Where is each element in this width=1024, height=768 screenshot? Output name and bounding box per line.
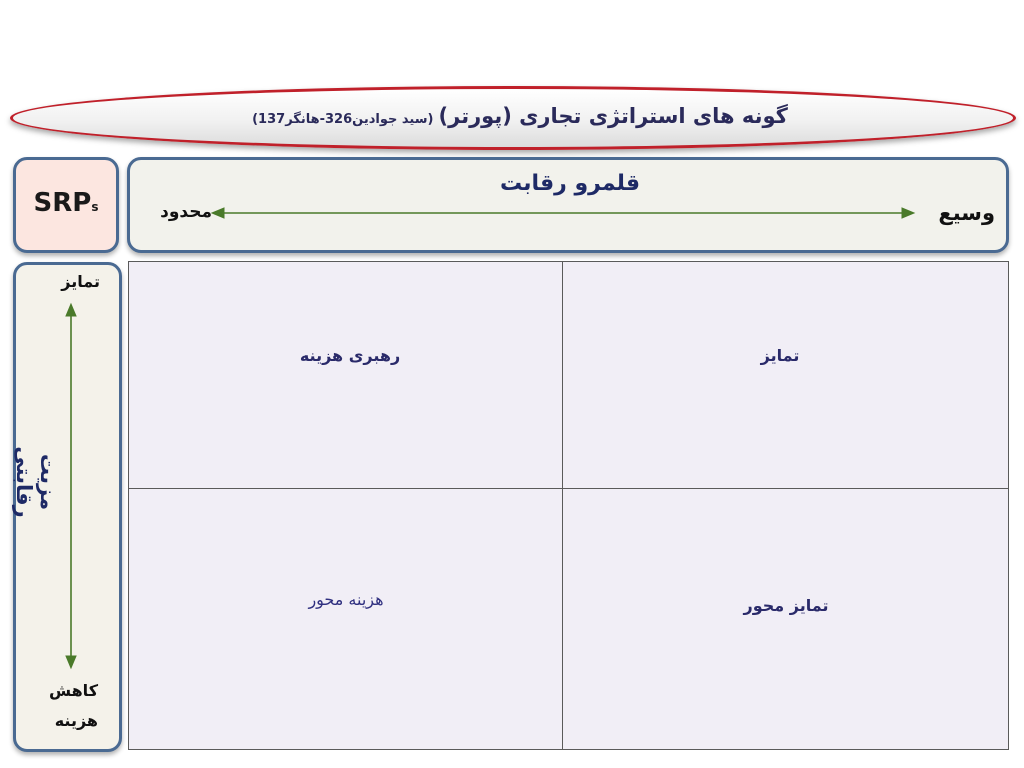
scope-narrow-label: محدود (160, 202, 212, 222)
cell-cost-leadership: رهبری هزینه (299, 346, 401, 365)
cell-differentiation: تمایز (760, 346, 800, 365)
srp-base: SRP (33, 188, 92, 218)
advantage-top-label: تمایز (61, 272, 100, 291)
advantage-arrow (66, 304, 76, 668)
advantage-bottom-line1: کاهش (48, 681, 98, 700)
scope-arrow (212, 208, 914, 218)
cell-cost-focus: هزینه محور (308, 590, 384, 609)
title-source: (سید جوادین326-هانگر137) (252, 112, 434, 127)
scope-wide-label: وسیع (938, 201, 995, 225)
advantage-label: مزیت رقابتی (12, 446, 60, 518)
advantage-bottom-line2: هزینه (54, 711, 98, 730)
title-main: گونه های استراتژی تجاری (پورتر) (438, 104, 788, 128)
srp-sub: s (91, 200, 99, 214)
scope-label: قلمرو رقابت (499, 171, 641, 196)
cell-differentiation-focus: تمایز محور (743, 596, 829, 615)
